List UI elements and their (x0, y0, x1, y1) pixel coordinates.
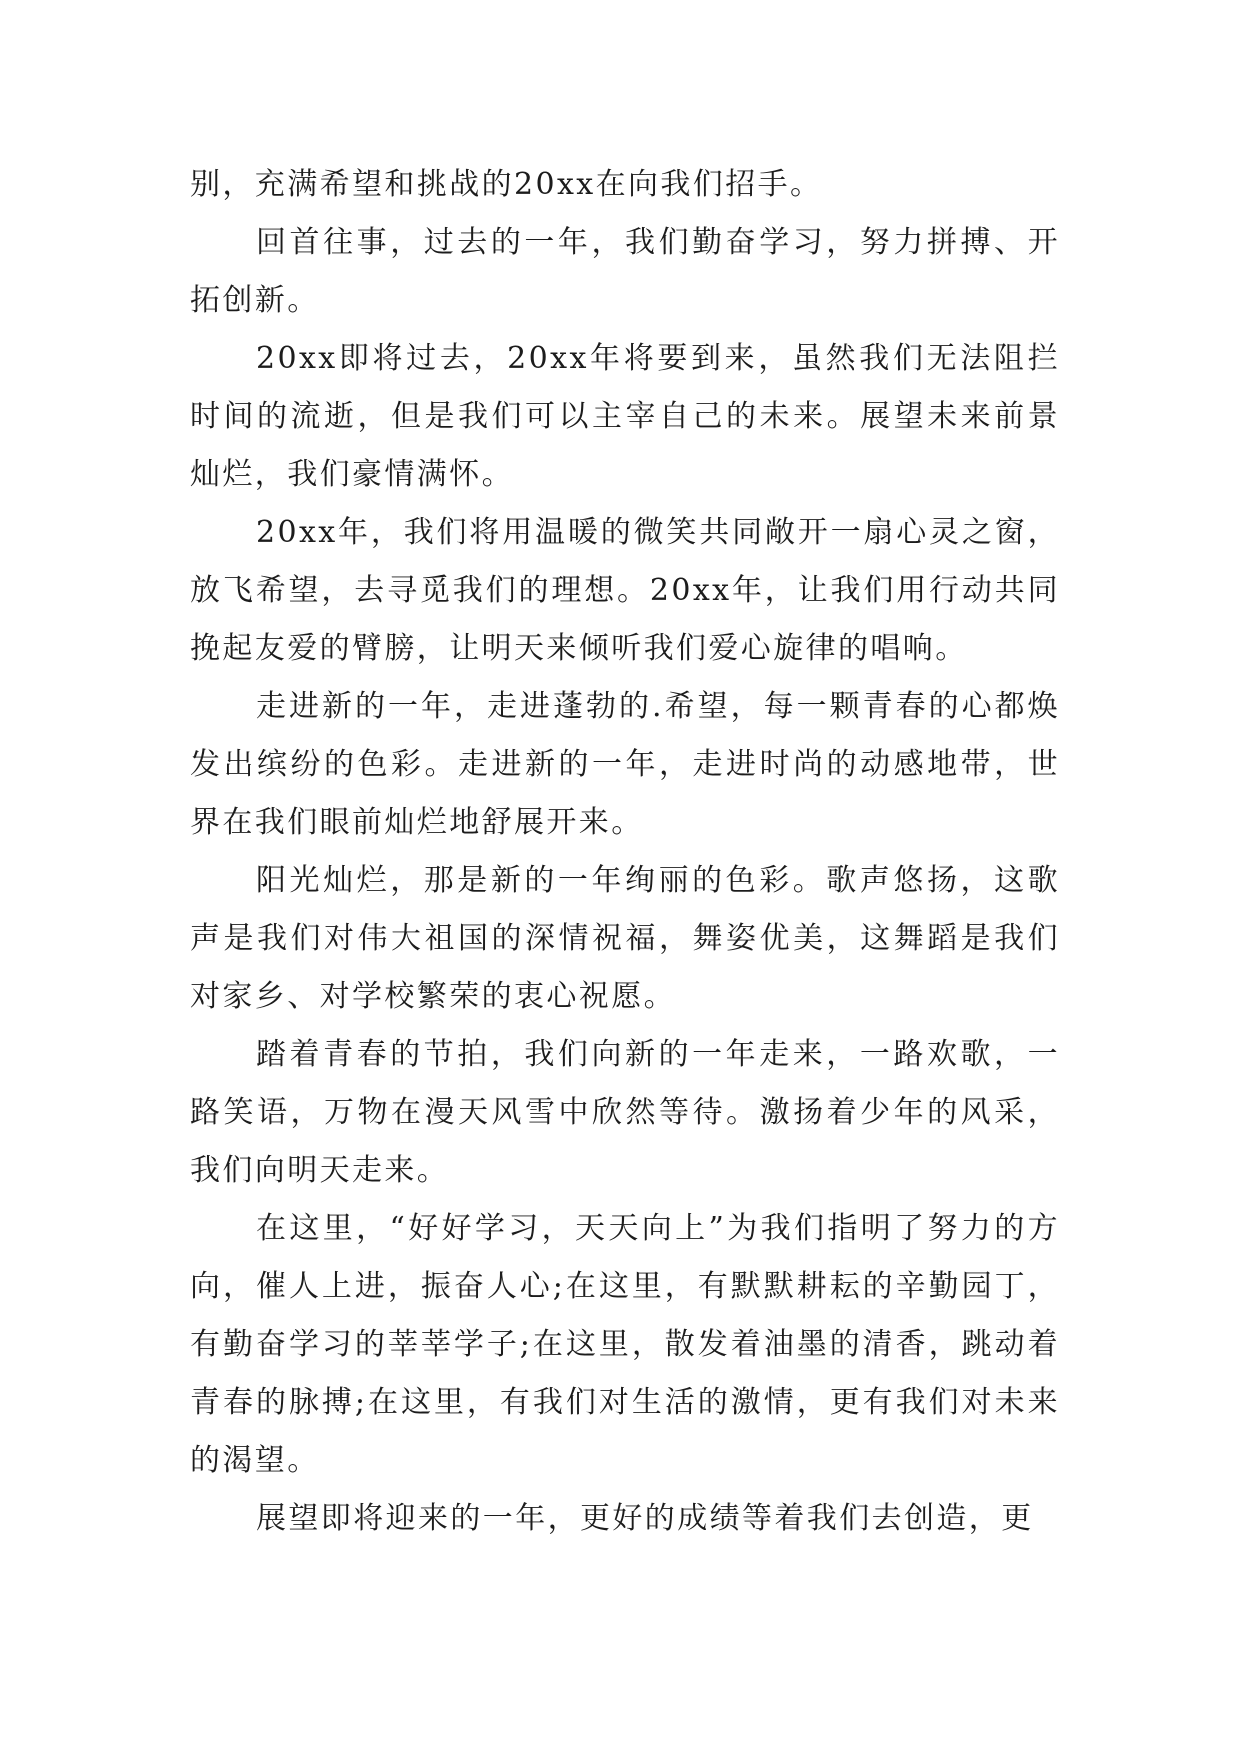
paragraph: 展望即将迎来的一年，更好的成绩等着我们去创造，更 (256, 1501, 1034, 1536)
paragraph: 踏着青春的节拍，我们向新的一年走来，一路欢歌，一路笑语，万物在漫天风雪中欣然等待。激扬着少年的风采，我们向明天走来。 (190, 1037, 1060, 1188)
document-body (190, 156, 1060, 1548)
paragraph: 20xx即将过去，20xx年将要到来，虽然我们无法阻拦时间的流逝，但是我们可以主宰自己的未来。展望未来前景灿烂，我们豪情满怀。 (190, 341, 1060, 492)
paragraph: 回首往事，过去的一年，我们勤奋学习，努力拼搏、开拓创新。 (190, 225, 1060, 318)
paragraph-continuation: 别，充满希望和挑战的20xx在向我们招手。 (190, 167, 823, 202)
paragraph: 阳光灿烂，那是新的一年绚丽的色彩。歌声悠扬，这歌声是我们对伟大祖国的深情祝福，舞姿优美，这舞蹈是我们对家乡、对学校繁荣的衷心祝愿。 (190, 863, 1060, 1014)
paragraph: 20xx年，我们将用温暖的微笑共同敞开一扇心灵之窗，放飞希望，去寻觅我们的理想。20xx年，让我们用行动共同挽起友爱的臂膀，让明天来倾听我们爱心旋律的唱响。 (190, 515, 1060, 666)
paragraph: 在这里，“好好学习，天天向上”为我们指明了努力的方向，催人上进，振奋人心;在这里，有默默耕耘的辛勤园丁，有勤奋学习的莘莘学子;在这里，散发着油墨的清香，跳动着青春的脉搏;在这里，有我们对生活的激情，更有我们对未来的渴望。 (190, 1211, 1060, 1478)
paragraph: 走进新的一年，走进蓬勃的.希望，每一颗青春的心都焕发出缤纷的色彩。走进新的一年，走进时尚的动感地带，世界在我们眼前灿烂地舒展开来。 (190, 689, 1060, 840)
